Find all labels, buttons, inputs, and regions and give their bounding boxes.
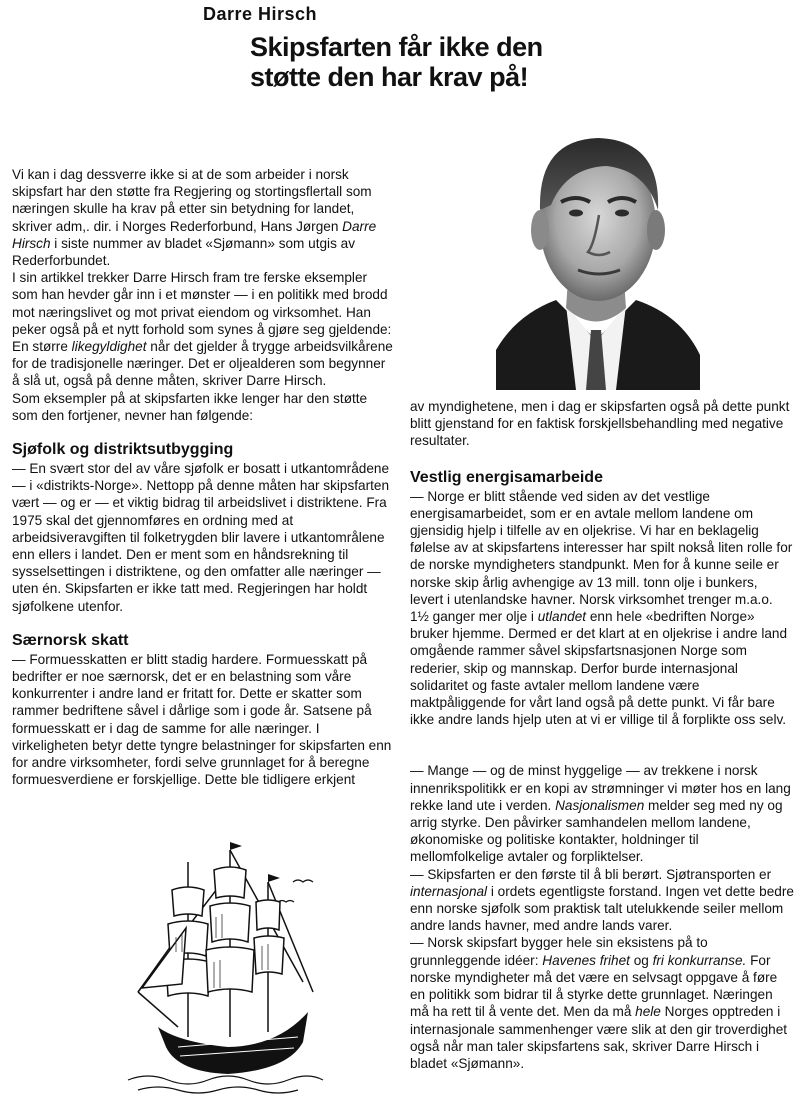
sailing-ship-illustration <box>118 842 328 1098</box>
closing-p3-c: Norges opptreden i internasjonale sammenhenger være slik at den gir troverdighet også når man taler skipsfartens sak, skriver Darre Hirsch i bladet «Sjømann». <box>410 1004 788 1071</box>
section-heading-skatt: Særnorsk skatt <box>12 631 129 649</box>
byline: Darre Hirsch <box>203 4 318 24</box>
section-text-skatt-continued: av myndighetene, men i dag er skipsfarten også på dette punkt blitt gjenstand for en faktisk forskjellsbehandling med negative resultater. <box>410 399 790 449</box>
closing-paragraph-2 <box>410 866 794 935</box>
section-heading-sjofolk: Sjøfolk og distriktsutbygging <box>12 441 234 459</box>
closing-paragraph-1 <box>410 762 794 865</box>
right-column <box>410 398 794 1072</box>
section-text-sjofolk: — En svært stor del av våre sjøfolk er bosatt i utkantområdene — i «distrikts-Norge». Nettopp på denne måten har skipsfarten vært — og er — et viktig bidrag til arbeidslivet i distriktene. Fra 1975 skal det gjennomføres en ordning med at arbeidsiveravgiften til folketrygden blir lavere i utkantområlene enn ellers i landet. Den er ment som en håndsrekning til sysselsettingen i distriktene, og den omfatter alle næringer — uten én. Skipsfarten er ikke tatt med. Regjeringen har holdt sjøfolkene utenfor. <box>12 461 390 614</box>
closing-p1-a: — Mange — og de minst hyggelige — av trekkene i norsk innenrikspolitikk er en kopi av strømninger vi møter hos en lang rekke land ute i verden. <box>410 763 791 813</box>
intro-p2-emphasis: likegyldighet <box>71 339 147 355</box>
intro-text: Vi kan i dag dessverre ikke si at de som arbeider i norsk skipsfart har den støtte fra Regjering og stortingsflertall som næringen skulle ha krav på etter sin betydning for landet, skriver adm,. dir. i Norges Rederforbund, Hans Jørgen <box>12 167 372 234</box>
intro-name: Darre Hirsch <box>12 218 377 251</box>
closing-p3-a: — Norsk skipsfart bygger hele sin eksistens på to grunnleggende idéer: <box>410 935 708 968</box>
energi-text-a: — Norge er blitt stående ved siden av det vestlige energisamarbeidet, som er en avtale mellom landene om gjensidig hjelp i tilfelle av en oljekrise. Vi har en beklagelig følelse av at skipsfartens interesser har spilt nokså liten rolle for de norske myndigheters standpunkt. Men for å kunne seile er norske skip årlig avhengige av 13 mill. tonn olje i bunkers, levert i utenlandske havner. Norsk virksomhet trenger m.a.o. 1½ ganger mer olje i <box>410 488 793 625</box>
section-text-skatt: — Formuesskatten er blitt stadig hardere. Formuesskatt på bedrifter er noe særnorsk, det er en belastning som våre konkurrenter i andre land er fritatt for. Dette er skatter som rammer bedriftene såvel i dårlige som i gode år. Satsene på formuesskatt er i dag de samme for alle næringer. I virkeligheten betyr dette tyngre belastninger for skipsfarten enn for andre virksomheter, fordi selve grunnlaget for å beregne formuesverdiene er forskjellige. Dette ble tidligere erkjent <box>12 651 392 788</box>
closing-p2-b: i ordets egentligste forstand. Ingen vet dette bedre enn norske sjøfolk som praktisk talt utelukkende seiler mellom andre lands havner, med andre lands varer. <box>410 883 794 934</box>
energi-emphasis: utlandet <box>537 609 587 625</box>
intro-text-end: i siste nummer av bladet «Sjømann» som utgis av Rederforbundet. <box>12 235 356 269</box>
closing-p3-b: For norske myndigheter må det være en selvsagt oppgave å føre en politikk som bidrar til å styrke dette grunnlaget. Næringen må ha rett til å vente det. Men da må <box>410 952 778 1020</box>
closing-p3-emphasis-3: hele <box>635 1004 661 1020</box>
closing-p3-mid: og <box>629 952 653 968</box>
closing-p1-b: melder seg med ny og arrig styrke. Den påvirker samhandelen mellom landene, økonomiske og politiske kontakter, holdninger til mellomfolkelige avtaler og forpliktelser. <box>410 797 783 865</box>
headline-line-2: støtte den har krav på! <box>250 62 529 92</box>
headline-line-1: Skipsfarten får ikke den <box>250 32 543 62</box>
closing-p1-emphasis: Nasjonalismen <box>555 797 645 813</box>
intro-paragraph <box>12 166 396 269</box>
closing-p3-emphasis-1: Havenes frihet <box>542 952 630 968</box>
energi-text-b: enn hele «bedriften Norge» bruker hjemme. Dermed er det klart at en oljekrise i andre land omgående rammer såvel skipsfartsnasjonen Norge som rederier, skip og mannskap. Derfor burde internasjonal solidaritet og faste avtaler mellom landene være maktpåliggende for vårt land også på dette punkt. Vi får bare ikke andre lands hjelp uten at vi er villige til å forplikte oss selv. <box>410 609 788 728</box>
intro-paragraph-2 <box>12 269 396 389</box>
closing-p3-emphasis-2: fri konkurranse. <box>652 952 747 968</box>
intro-p2-text: I sin artikkel trekker Darre Hirsch fram tre ferske eksempler som han hevder går inn i et mønster — i en politikk med brodd mot næringslivet og mot privat eiendom og virksomhet. Han peker også på et nytt forhold som synes å gjøre seg gjeldende: En større <box>12 270 392 355</box>
left-column <box>12 166 396 789</box>
closing-p2-a: — Skipsfarten er den første til å bli berørt. Sjøtransporten er <box>410 866 772 882</box>
portrait-photo <box>496 110 700 390</box>
section-heading-energi: Vestlig energisamarbeide <box>410 468 603 486</box>
closing-p2-emphasis: internasjonal <box>410 883 488 899</box>
intro-paragraph-3: Som eksempler på at skipsfarten ikke lenger har den støtte som den fortjener, nevner han følgende: <box>12 390 368 423</box>
closing-paragraph-3 <box>410 934 794 1072</box>
headline <box>250 32 580 92</box>
intro-p2-text-end: når det gjelder å trygge arbeidsvilkårene for de tradisjonelle næringer. Det er oljealderen som begynner å slå ut, også på denne måten, skriver Darre Hirsch. <box>12 339 393 389</box>
section-text-energi <box>410 488 794 729</box>
